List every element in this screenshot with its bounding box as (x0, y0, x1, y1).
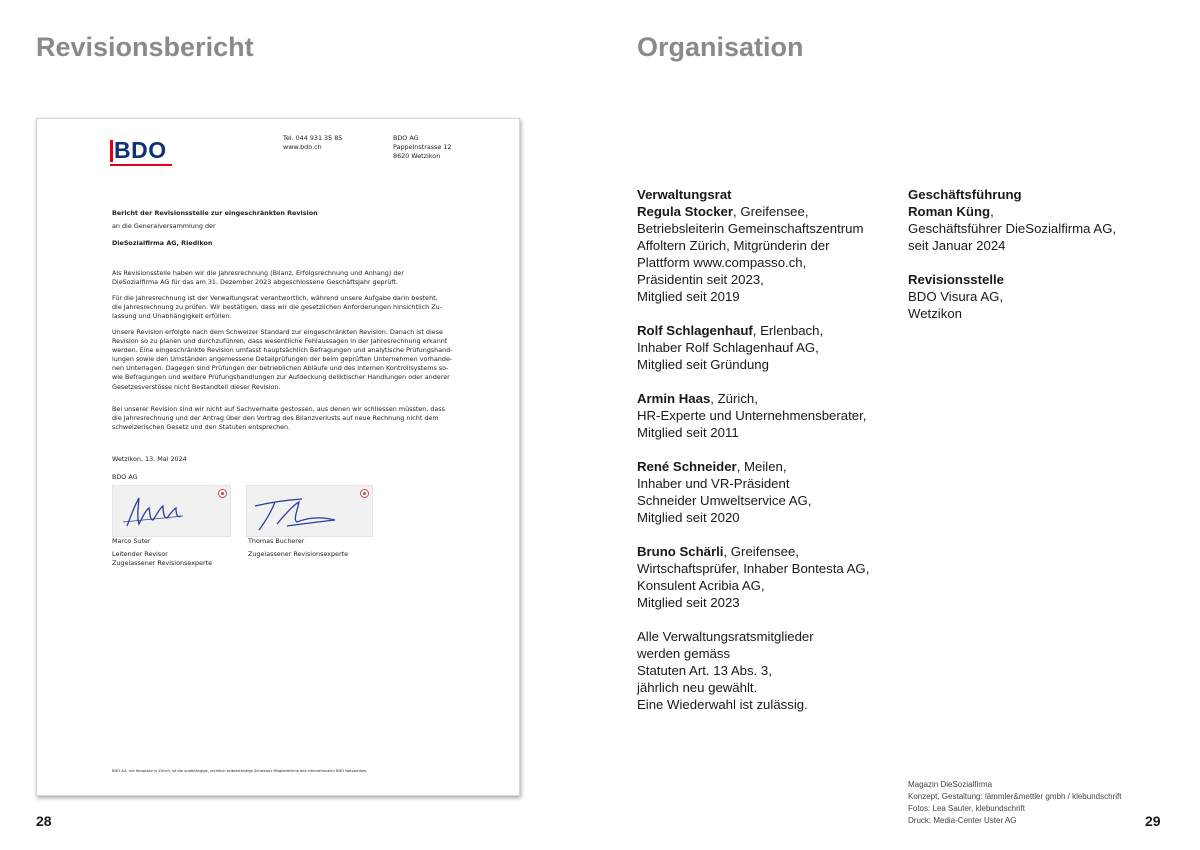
letter-addressee: an die Generalversammlung der (112, 222, 216, 230)
letter-paragraph-1: Als Revisionsstelle haben wir die Jahresrechnung (Bilanz, Erfolgsrechnung und Anhang) der DieSozialfirma AG für das am 31. Dezember 2023 abgeschlossene Geschäftsjahr geprüft. (112, 269, 404, 287)
board-member-3: Armin Haas, Zürich, (637, 391, 758, 406)
letter-title: Bericht der Revisionsstelle zur eingeschränkten Revision (112, 209, 318, 217)
signatory-1: Marco Suter Leitender Revisor Zugelassener Revisionsexperte (112, 537, 213, 568)
board-election-note: Alle Verwaltungsratsmitglieder (637, 629, 814, 644)
signature-marco-suter (112, 485, 231, 537)
imprint: Magazin DieSozialfirma Konzept, Gestaltung: lämmler&mettler gmbh / klebundschrift Fotos: Lea Sauter, klebundschrift Druck: Media-Center Uster AG (908, 780, 1122, 825)
page-title-left: Revisionsbericht (36, 32, 254, 62)
seal-icon (218, 489, 227, 498)
page-title-right: Organisation (637, 32, 804, 62)
page-number-right: 29 (1145, 813, 1161, 829)
page-number-left: 28 (36, 813, 52, 829)
letter-place-date: Wetzikon, 13. Mai 2024 (112, 455, 187, 463)
board-member-5: Bruno Schärli, Greifensee, (637, 544, 799, 559)
letter-contact: Tel. 044 931 35 85 www.bdo.ch (283, 134, 343, 152)
management-title: Geschäftsführung (908, 187, 1022, 202)
board-member-2: Rolf Schlagenhauf, Erlenbach, (637, 323, 824, 338)
audit-report-letter (36, 118, 520, 796)
bdo-logo: BDO (110, 137, 174, 163)
letter-paragraph-3: Unsere Revision erfolgte nach dem Schweizer Standard zur eingeschränkten Revision. Danach ist diese Revision so zu planen und durchzuführen, dass wesentliche Fehlaussagen in der Jahresrechnung erkannt werden. Eine eingeschränkte Revision umfasst hauptsächlich Befragungen und analytische Prüfungshand- lungen sowie den Umständen angemessene Detailprüfungen der beim geprüften Unternehmen vorhande- nen Unterlagen. Dagegen sind Prüfungen der betrieblichen Abläufe und des internen Kontrollsystems so- wie Befragungen und weitere Prüfungshandlungen zur Aufdeckung deliktischer Handlungen oder anderer Gesetzesverstösse nicht Bestandteil dieser Revision. (112, 328, 453, 391)
board-column: Verwaltungsrat Regula Stocker, Greifensee, Betriebsleiterin Gemeinschaftszentrum Affoltern Zürich, Mitgründerin der Plattform www.compasso.ch, Präsidentin seit 2023, Mitglied seit 2019 Rolf Schlagenhauf, Erlenbach, Inhaber Rolf Schlagenhauf AG, Mitglied seit Gründung Armin Haas, Zürich, HR-Experte und Unternehmensberater, Mitglied seit 2011 René Schneider, Meilen, Inhaber und VR-Präsident Schneider Umweltservice AG, Mitglied seit 2020 Bruno Schärli, Greifensee, Wirtschaftsprüfer, Inhaber Bontesta AG, Konsulent Acribia AG, Mitglied seit 2023 Alle Verwaltungsratsmitglieder werden gemäss Statuten Art. 13 Abs. 3, jährlich neu gewählt. Eine Wiederwahl ist zulässig. (637, 186, 897, 713)
letter-firm: BDO AG (112, 473, 138, 481)
signature-thomas-bucherer (246, 485, 373, 537)
letter-paragraph-2: Für die Jahresrechnung ist der Verwaltungsrat verantwortlich, während unsere Aufgabe darin besteht, die Jahresrechnung zu prüfen. Wir bestätigen, dass wir die gesetzlichen Anforderungen hinsichtlich Zu- lassung und Unabhängigkeit erfüllen. (112, 294, 442, 321)
management-person: Roman Küng, (908, 204, 994, 219)
management-column: Geschäftsführung Roman Küng, Geschäftsführer DieSozialfirma AG, seit Januar 2024 Revisionsstelle BDO Visura AG, Wetzikon (908, 186, 1168, 322)
letter-footer: BDO AG, mit Hauptsitz in Zürich, ist die unabhängige, rechtlich selbstständige Schweizer Mitgliedsfirma des internationalen BDO Netzwerkes. (112, 769, 368, 773)
board-title: Verwaltungsrat (637, 187, 732, 202)
board-member-1: Regula Stocker, Greifensee, (637, 204, 809, 219)
letter-address: BDO AG Pappelnstrasse 12 8620 Wetzikon (393, 134, 452, 161)
seal-icon (360, 489, 369, 498)
signatory-2: Thomas Bucherer Zugelassener Revisionsexperte (248, 537, 349, 559)
board-member-4: René Schneider, Meilen, (637, 459, 787, 474)
auditor-title: Revisionsstelle (908, 272, 1005, 287)
letter-paragraph-4: Bei unserer Revision sind wir nicht auf Sachverhalte gestossen, aus denen wir schliessen müssten, dass die Jahresrechnung und der Antrag über den Vortrag des Bilanzverlusts auf neue Rechnung nicht dem schweizerischen Gesetz und den Statuten entsprechen. (112, 405, 445, 432)
letter-company: DieSozialfirma AG, Riedikon (112, 239, 213, 247)
